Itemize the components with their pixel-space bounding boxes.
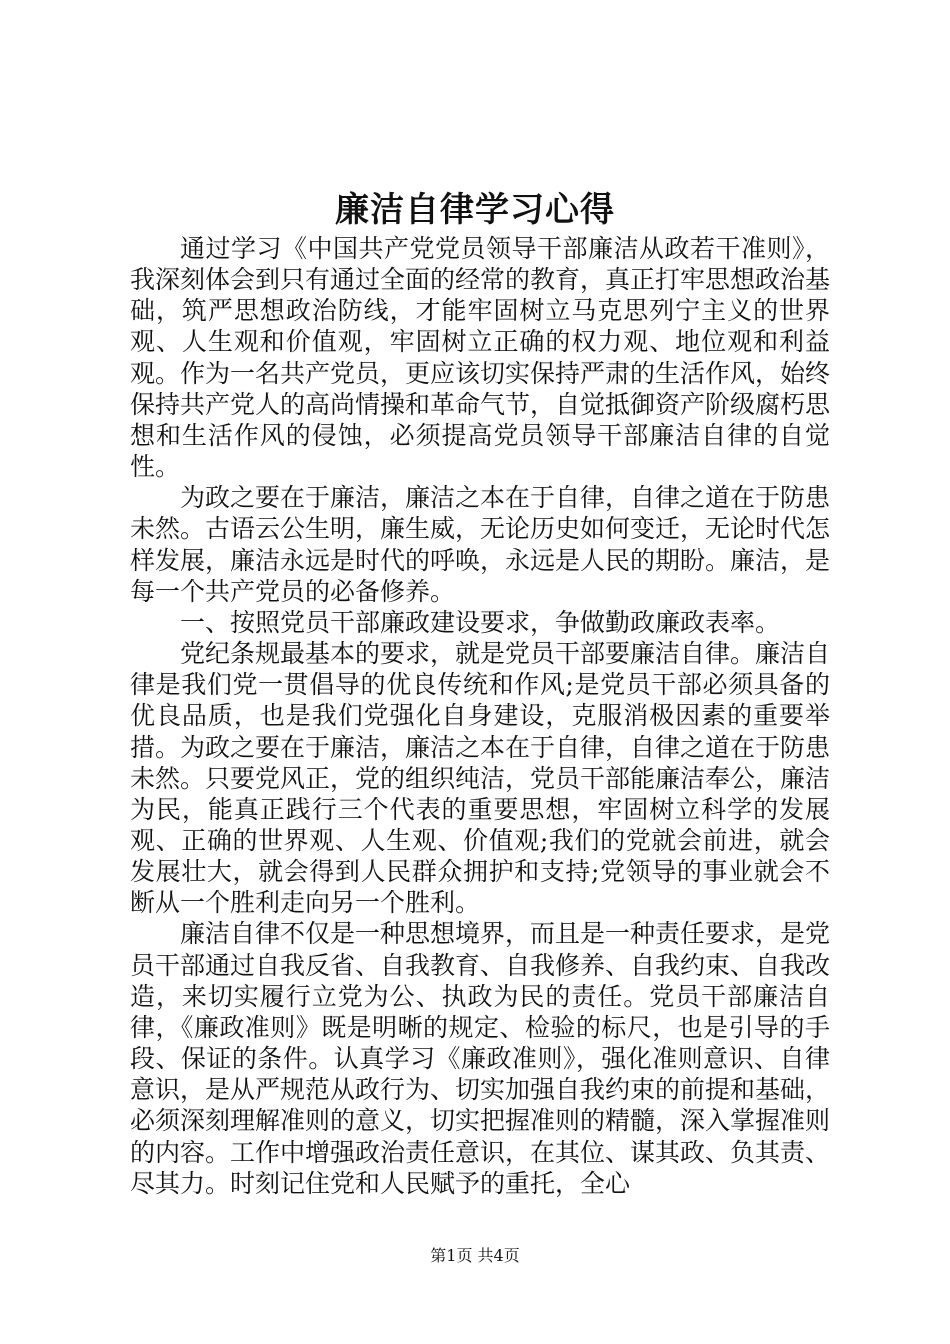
page-footer: 第1页 共4页 [430, 1246, 520, 1265]
document-body [130, 233, 830, 1199]
paragraph-2: 为政之要在于廉洁，廉洁之本在于自律，自律之道在于防患未然。古语云公生明，廉生威，无论历史如何变迁，无论时代怎样发展，廉洁永远是时代的呼唤，永远是人民的期盼。廉洁，是每一个共产党员的必备修养。 [130, 483, 831, 606]
section-heading: 一、按照党员干部廉政建设要求，争做勤政廉政表率。 [180, 607, 781, 637]
document-title: 廉洁自律学习心得 [335, 190, 615, 230]
paragraph-1: 通过学习《中国共产党党员领导干部廉洁从政若干准则》，我深刻体会到只有通过全面的经常的教育，真正打牢思想政治基础，筑严思想政治防线，才能牢固树立马克思列宁主义的世界观、人生观和价值观，牢固树立正确的权力观、地位观和利益观。作为一名共产党员，更应该切实保持严肃的生活作风，始终保持共产党人的高尚情操和革命气节，自觉抵御资产阶级腐朽思想和生活作风的侵蚀，必须提高党员领导干部廉洁自律的自觉性。 [130, 234, 831, 482]
paragraph-3: 党纪条规最基本的要求，就是党员干部要廉洁自律。廉洁自律是我们党一贯倡导的优良传统和作风;是党员干部必须具备的优良品质，也是我们党强化自身建设，克服消极因素的重要举措。为政之要在于廉洁，廉洁之本在于自律，自律之道在于防患未然。只要党风正，党的组织纯洁，党员干部能廉洁奉公，廉洁为民，能真正践行三个代表的重要思想，牢固树立科学的发展观、正确的世界观、人生观、价值观;我们的党就会前进，就会发展壮大，就会得到人民群众拥护和支持;党领导的事业就会不断从一个胜利走向另一个胜利。 [130, 639, 831, 918]
paragraph-4: 廉洁自律不仅是一种思想境界，而且是一种责任要求，是党员干部通过自我反省、自我教育、自我修养、自我约束、自我改造，来切实履行立党为公、执政为民的责任。党员干部廉洁自律，《廉政准则》既是明晰的规定、检验的标尺，也是引导的手段、保证的条件。认真学习《廉政准则》，强化准则意识、自律意识，是从严规范从政行为、切实加强自我约束的前提和基础，必须深刻理解准则的意义，切实把握准则的精髓，深入掌握准则的内容。工作中增强政治责任意识，在其位、谋其政、负其责、尽其力。时刻记住党和人民赋予的重托，全心 [130, 919, 831, 1198]
